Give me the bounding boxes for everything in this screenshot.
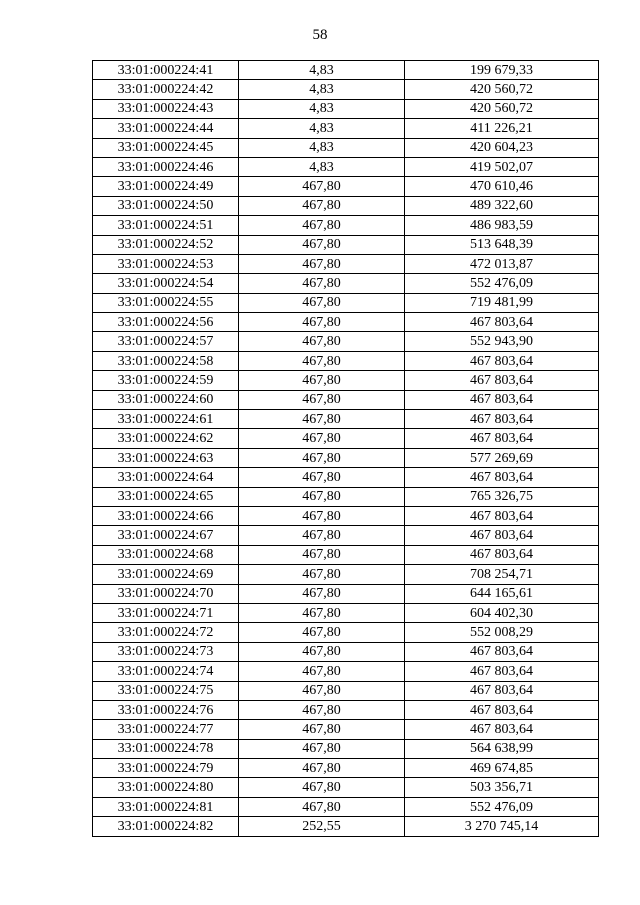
- page-number: 58: [312, 27, 328, 43]
- area-cell: 467,80: [239, 332, 405, 351]
- cadastral-number-cell: 33:01:000224:60: [93, 390, 239, 409]
- cadastral-value-cell: 552 943,90: [405, 332, 599, 351]
- area-cell: 467,80: [239, 468, 405, 487]
- table-row: [93, 390, 599, 409]
- table-row: [93, 177, 599, 196]
- table-row: [93, 584, 599, 603]
- cadastral-value-cell: 467 803,64: [405, 662, 599, 681]
- cadastral-number-cell: 33:01:000224:51: [93, 216, 239, 235]
- table-row: [93, 429, 599, 448]
- cadastral-value-cell: 564 638,99: [405, 739, 599, 758]
- table-row: [93, 196, 599, 215]
- area-cell: 467,80: [239, 177, 405, 196]
- cadastral-number-cell: 33:01:000224:63: [93, 448, 239, 467]
- cadastral-value-cell: 467 803,64: [405, 371, 599, 390]
- area-cell: 467,80: [239, 565, 405, 584]
- cadastral-number-cell: 33:01:000224:57: [93, 332, 239, 351]
- area-cell: 467,80: [239, 603, 405, 622]
- area-cell: 467,80: [239, 390, 405, 409]
- table-body: [93, 61, 599, 837]
- cadastral-number-cell: 33:01:000224:68: [93, 545, 239, 564]
- table-row: [93, 797, 599, 816]
- cadastral-number-cell: 33:01:000224:45: [93, 138, 239, 157]
- area-cell: 467,80: [239, 274, 405, 293]
- table-row: [93, 216, 599, 235]
- cadastral-number-cell: 33:01:000224:62: [93, 429, 239, 448]
- area-cell: 467,80: [239, 196, 405, 215]
- area-cell: 467,80: [239, 662, 405, 681]
- table-row: [93, 61, 599, 80]
- cadastral-value-cell: 411 226,21: [405, 119, 599, 138]
- cadastral-value-cell: 708 254,71: [405, 565, 599, 584]
- table-row: [93, 410, 599, 429]
- cadastral-number-cell: 33:01:000224:54: [93, 274, 239, 293]
- cadastral-number-cell: 33:01:000224:41: [93, 61, 239, 80]
- area-cell: 467,80: [239, 797, 405, 816]
- table-row: [93, 99, 599, 118]
- table-row: [93, 351, 599, 370]
- table-row: [93, 371, 599, 390]
- table-row: [93, 778, 599, 797]
- cadastral-value-cell: 486 983,59: [405, 216, 599, 235]
- table-row: [93, 526, 599, 545]
- table-row: [93, 119, 599, 138]
- area-cell: 467,80: [239, 371, 405, 390]
- cadastral-value-cell: 765 326,75: [405, 487, 599, 506]
- cadastral-value-cell: 467 803,64: [405, 468, 599, 487]
- area-cell: 467,80: [239, 487, 405, 506]
- cadastral-number-cell: 33:01:000224:70: [93, 584, 239, 603]
- cadastral-value-cell: 467 803,64: [405, 429, 599, 448]
- area-cell: 467,80: [239, 410, 405, 429]
- table-row: [93, 603, 599, 622]
- area-cell: 252,55: [239, 817, 405, 836]
- cadastral-number-cell: 33:01:000224:75: [93, 681, 239, 700]
- area-cell: 467,80: [239, 235, 405, 254]
- cadastral-number-cell: 33:01:000224:67: [93, 526, 239, 545]
- area-cell: 4,83: [239, 61, 405, 80]
- table-row: [93, 700, 599, 719]
- area-cell: 467,80: [239, 293, 405, 312]
- cadastral-value-cell: 467 803,64: [405, 390, 599, 409]
- cadastral-value-cell: 467 803,64: [405, 506, 599, 525]
- cadastral-value-cell: 552 476,09: [405, 274, 599, 293]
- cadastral-value-cell: 467 803,64: [405, 545, 599, 564]
- cadastral-value-cell: 577 269,69: [405, 448, 599, 467]
- cadastral-value-cell: 552 476,09: [405, 797, 599, 816]
- cadastral-number-cell: 33:01:000224:43: [93, 99, 239, 118]
- cadastral-number-cell: 33:01:000224:65: [93, 487, 239, 506]
- table-row: [93, 681, 599, 700]
- table-row: [93, 623, 599, 642]
- cadastral-number-cell: 33:01:000224:72: [93, 623, 239, 642]
- table-row: [93, 235, 599, 254]
- table-row: [93, 448, 599, 467]
- cadastral-value-cell: 470 610,46: [405, 177, 599, 196]
- table-row: [93, 662, 599, 681]
- cadastral-value-cell: 467 803,64: [405, 313, 599, 332]
- table-row: [93, 720, 599, 739]
- cadastral-value-cell: 419 502,07: [405, 157, 599, 176]
- cadastral-number-cell: 33:01:000224:55: [93, 293, 239, 312]
- area-cell: 467,80: [239, 448, 405, 467]
- table-row: [93, 80, 599, 99]
- area-cell: 467,80: [239, 526, 405, 545]
- area-cell: 467,80: [239, 584, 405, 603]
- cadastral-number-cell: 33:01:000224:50: [93, 196, 239, 215]
- table-row: [93, 642, 599, 661]
- area-cell: 467,80: [239, 759, 405, 778]
- cadastral-value-cell: 467 803,64: [405, 720, 599, 739]
- cadastral-number-cell: 33:01:000224:77: [93, 720, 239, 739]
- cadastral-number-cell: 33:01:000224:61: [93, 410, 239, 429]
- cadastral-number-cell: 33:01:000224:69: [93, 565, 239, 584]
- cadastral-number-cell: 33:01:000224:82: [93, 817, 239, 836]
- cadastral-value-cell: 467 803,64: [405, 526, 599, 545]
- cadastral-number-cell: 33:01:000224:79: [93, 759, 239, 778]
- area-cell: 467,80: [239, 700, 405, 719]
- area-cell: 4,83: [239, 157, 405, 176]
- cadastral-value-table: [92, 60, 599, 837]
- cadastral-number-cell: 33:01:000224:42: [93, 80, 239, 99]
- cadastral-number-cell: 33:01:000224:56: [93, 313, 239, 332]
- table-row: [93, 545, 599, 564]
- cadastral-number-cell: 33:01:000224:64: [93, 468, 239, 487]
- table-row: [93, 313, 599, 332]
- cadastral-value-cell: 644 165,61: [405, 584, 599, 603]
- cadastral-number-cell: 33:01:000224:78: [93, 739, 239, 758]
- cadastral-value-cell: 604 402,30: [405, 603, 599, 622]
- cadastral-number-cell: 33:01:000224:80: [93, 778, 239, 797]
- cadastral-value-cell: 420 604,23: [405, 138, 599, 157]
- cadastral-value-cell: 467 803,64: [405, 642, 599, 661]
- table-row: [93, 293, 599, 312]
- cadastral-number-cell: 33:01:000224:46: [93, 157, 239, 176]
- table-row: [93, 817, 599, 836]
- table-row: [93, 254, 599, 273]
- table-row: [93, 274, 599, 293]
- area-cell: 467,80: [239, 642, 405, 661]
- area-cell: 467,80: [239, 681, 405, 700]
- area-cell: 467,80: [239, 720, 405, 739]
- cadastral-number-cell: 33:01:000224:59: [93, 371, 239, 390]
- cadastral-number-cell: 33:01:000224:49: [93, 177, 239, 196]
- cadastral-value-cell: 420 560,72: [405, 99, 599, 118]
- area-cell: 4,83: [239, 138, 405, 157]
- cadastral-number-cell: 33:01:000224:76: [93, 700, 239, 719]
- cadastral-value-cell: 3 270 745,14: [405, 817, 599, 836]
- table-row: [93, 565, 599, 584]
- cadastral-number-cell: 33:01:000224:66: [93, 506, 239, 525]
- cadastral-number-cell: 33:01:000224:81: [93, 797, 239, 816]
- area-cell: 4,83: [239, 119, 405, 138]
- area-cell: 467,80: [239, 216, 405, 235]
- area-cell: 467,80: [239, 351, 405, 370]
- area-cell: 467,80: [239, 739, 405, 758]
- table-row: [93, 138, 599, 157]
- area-cell: 467,80: [239, 429, 405, 448]
- cadastral-number-cell: 33:01:000224:44: [93, 119, 239, 138]
- cadastral-value-cell: 420 560,72: [405, 80, 599, 99]
- cadastral-value-cell: 467 803,64: [405, 681, 599, 700]
- table-row: [93, 739, 599, 758]
- area-cell: 467,80: [239, 778, 405, 797]
- area-cell: 467,80: [239, 313, 405, 332]
- cadastral-value-cell: 513 648,39: [405, 235, 599, 254]
- table-row: [93, 487, 599, 506]
- cadastral-value-cell: 467 803,64: [405, 700, 599, 719]
- area-cell: 467,80: [239, 254, 405, 273]
- cadastral-value-cell: 503 356,71: [405, 778, 599, 797]
- cadastral-value-cell: 469 674,85: [405, 759, 599, 778]
- area-cell: 4,83: [239, 99, 405, 118]
- cadastral-value-cell: 467 803,64: [405, 351, 599, 370]
- cadastral-number-cell: 33:01:000224:74: [93, 662, 239, 681]
- cadastral-number-cell: 33:01:000224:73: [93, 642, 239, 661]
- cadastral-value-cell: 552 008,29: [405, 623, 599, 642]
- table-row: [93, 468, 599, 487]
- cadastral-number-cell: 33:01:000224:53: [93, 254, 239, 273]
- cadastral-number-cell: 33:01:000224:52: [93, 235, 239, 254]
- cadastral-number-cell: 33:01:000224:71: [93, 603, 239, 622]
- table-row: [93, 332, 599, 351]
- cadastral-value-cell: 472 013,87: [405, 254, 599, 273]
- area-cell: 467,80: [239, 623, 405, 642]
- cadastral-value-cell: 489 322,60: [405, 196, 599, 215]
- cadastral-value-cell: 719 481,99: [405, 293, 599, 312]
- cadastral-number-cell: 33:01:000224:58: [93, 351, 239, 370]
- table-row: [93, 157, 599, 176]
- table-row: [93, 506, 599, 525]
- area-cell: 467,80: [239, 545, 405, 564]
- area-cell: 467,80: [239, 506, 405, 525]
- area-cell: 4,83: [239, 80, 405, 99]
- cadastral-value-cell: 467 803,64: [405, 410, 599, 429]
- cadastral-value-cell: 199 679,33: [405, 61, 599, 80]
- table-row: [93, 759, 599, 778]
